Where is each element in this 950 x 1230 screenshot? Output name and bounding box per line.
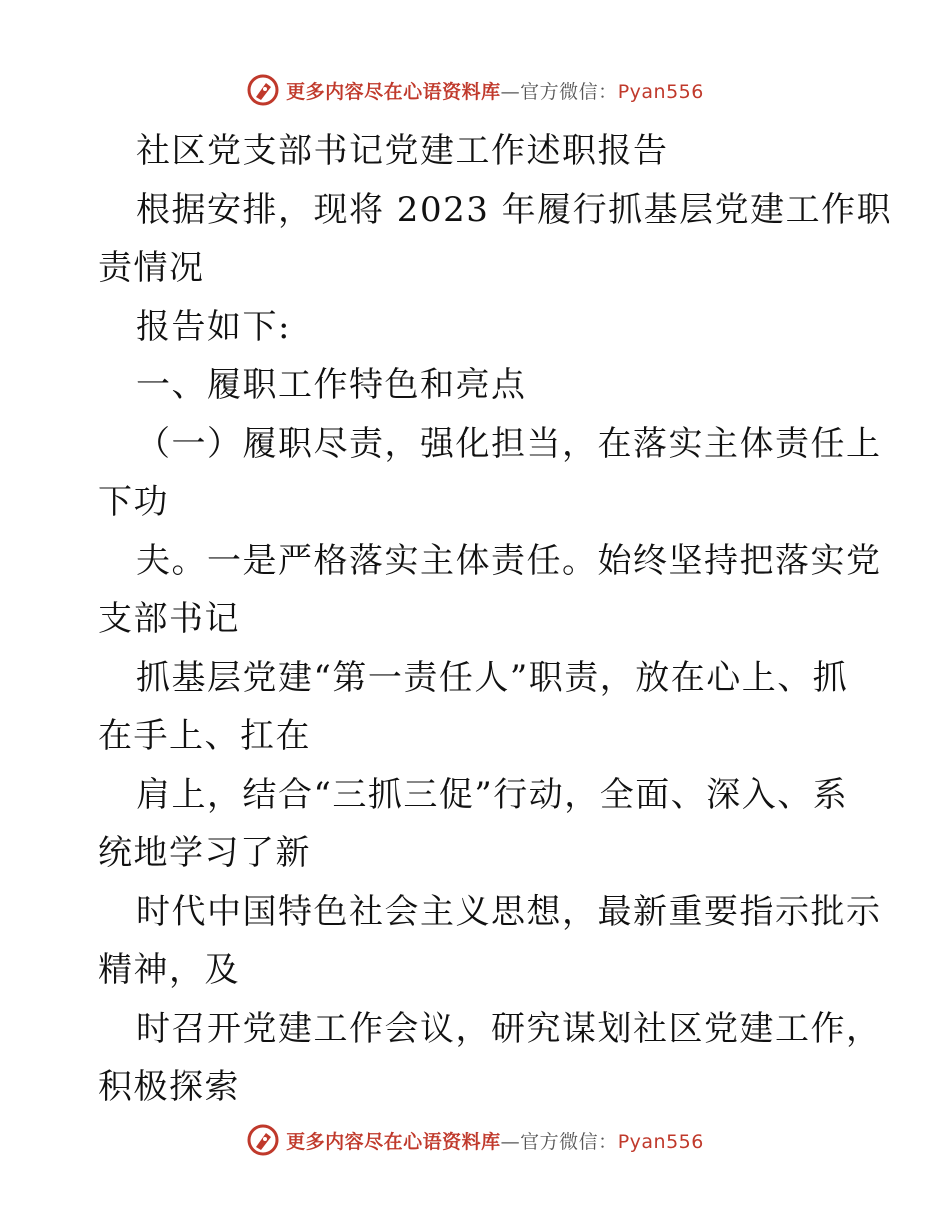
text-line: 时代中国特色社会主义思想，最新重要指示批示 xyxy=(136,891,882,932)
text-line: 夫。一是严格落实主体责任。始终坚持把落实党 xyxy=(136,540,882,581)
header-watermark xyxy=(0,70,950,110)
text-line: （一）履职尽责，强化担当，在落实主体责任上 xyxy=(136,423,882,464)
footer-watermark xyxy=(0,1120,950,1160)
text-line: 责情况 xyxy=(98,248,205,288)
text-line: 下功 xyxy=(98,482,169,522)
text-line: 一、履职工作特色和亮点 xyxy=(136,365,527,405)
text-line: 抓基层党建“第一责任人”职责，放在心上、抓 xyxy=(136,657,849,698)
watermark-text: 更多内容尽在心语资料库—官方微信：Pyan556 xyxy=(286,80,704,103)
text-line: 在手上、扛在 xyxy=(98,716,311,756)
text-line: 肩上，结合“三抓三促”行动，全面、深入、系 xyxy=(136,774,849,815)
document-body xyxy=(98,122,893,1117)
text-line: 统地学习了新 xyxy=(98,833,311,873)
text-line: 精神，及 xyxy=(98,950,240,990)
pen-nib-logo-icon xyxy=(246,73,280,107)
text-line: 支部书记 xyxy=(98,599,240,639)
watermark-text: 更多内容尽在心语资料库—官方微信：Pyan556 xyxy=(286,1130,704,1153)
text-line: 报告如下: xyxy=(136,306,291,347)
text-line: 根据安排，现将 2023 年履行抓基层党建工作职 xyxy=(136,189,893,230)
pen-nib-logo-icon xyxy=(246,1123,280,1157)
text-line: 积极探索 xyxy=(98,1067,240,1107)
text-line: 时召开党建工作会议，研究谋划社区党建工作， xyxy=(136,1008,882,1049)
document-title: 社区党支部书记党建工作述职报告 xyxy=(136,131,669,171)
